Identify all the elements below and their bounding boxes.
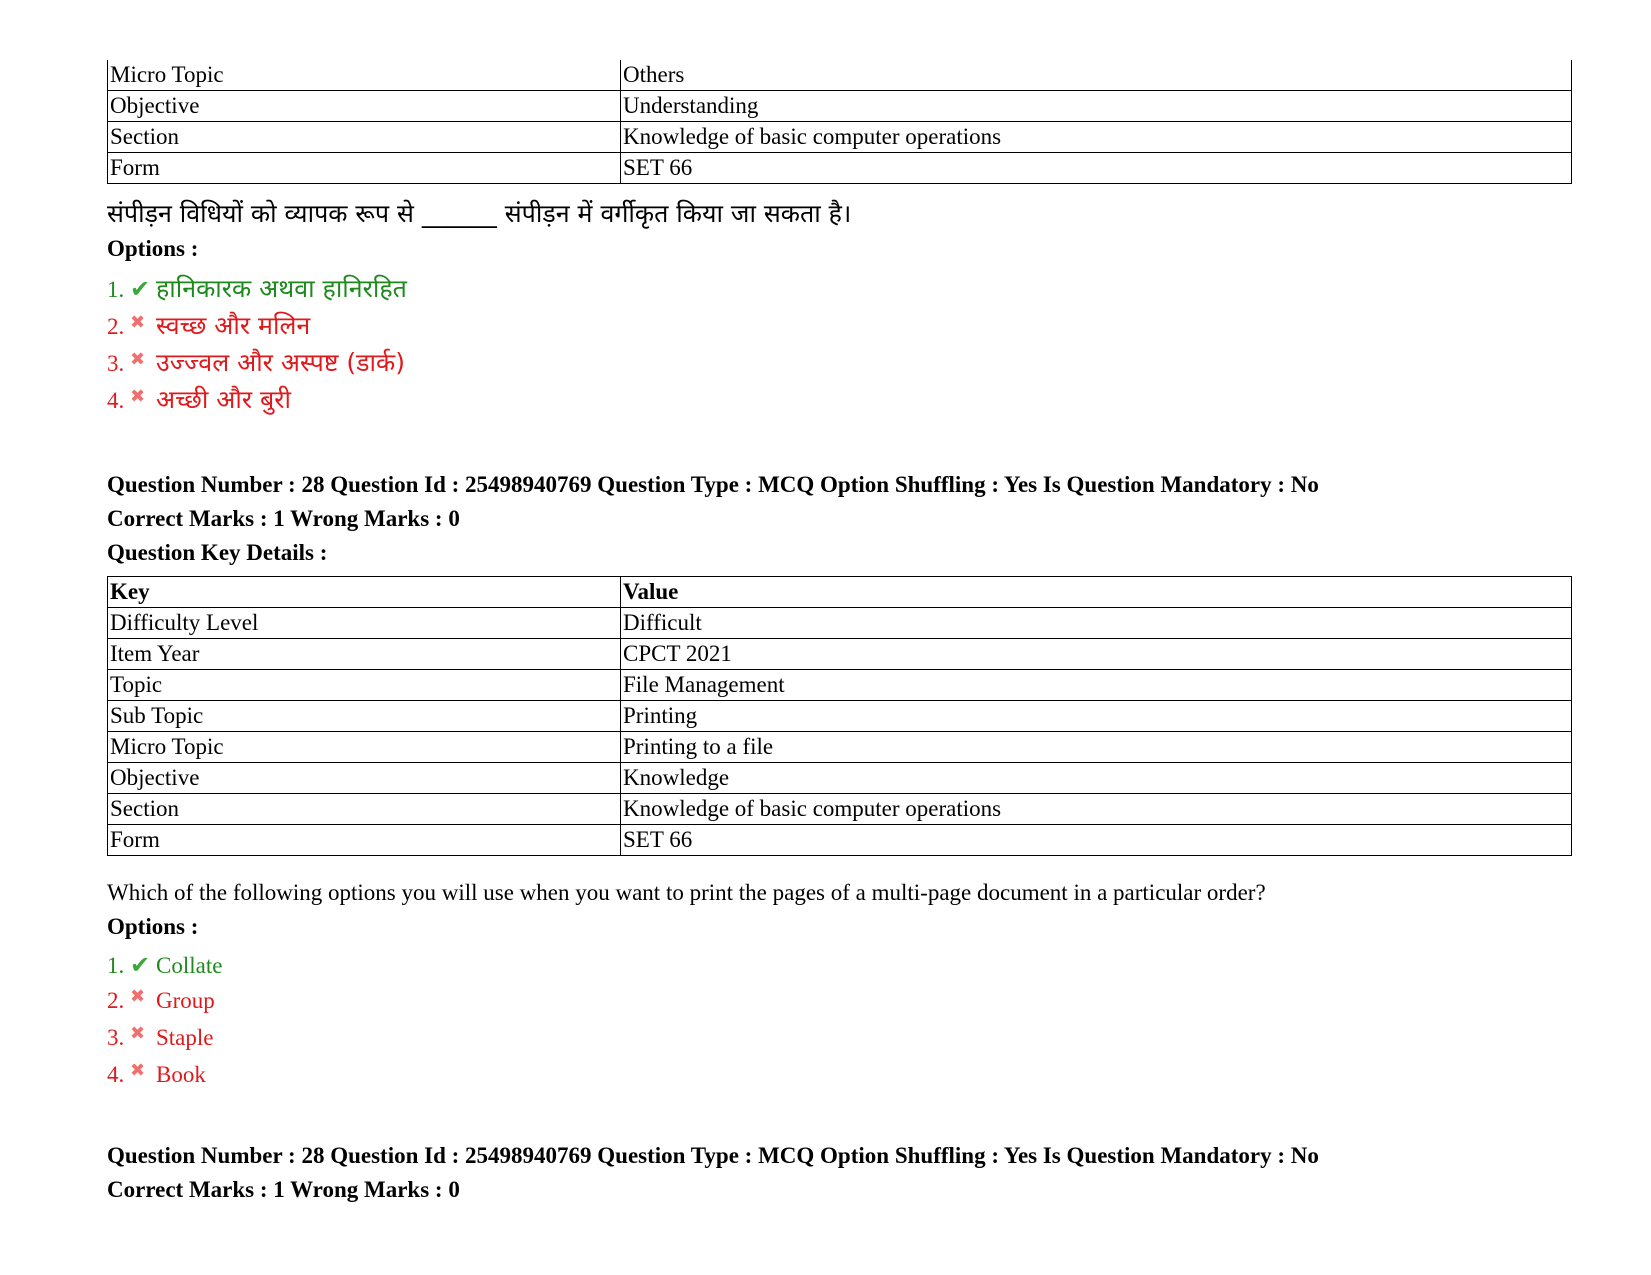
- cross-icon: ✖: [130, 349, 146, 370]
- question-key-table-continued: [107, 60, 1572, 184]
- option-text: Collate: [156, 953, 223, 978]
- option-text: स्वच्छ और मलिन: [156, 311, 311, 340]
- cross-icon: ✖: [130, 386, 146, 407]
- table-row: [108, 732, 1572, 763]
- option-wrong: [107, 988, 215, 1014]
- key-cell: Micro Topic: [108, 60, 621, 91]
- cross-icon: ✖: [130, 1023, 146, 1044]
- table-row: [108, 701, 1572, 732]
- option-number: 2.: [107, 988, 125, 1013]
- question-text: संपीड़न विधियों को व्यापक रूप से ______ संपीड़न में वर्गीकृत किया जा सकता है।: [107, 199, 852, 228]
- cross-icon: ✖: [130, 1060, 146, 1081]
- option-text: Staple: [156, 1025, 214, 1050]
- option-wrong: [107, 345, 405, 379]
- key-details-label: Question Key Details :: [107, 540, 328, 565]
- options-label: Options :: [107, 236, 199, 261]
- option-number: 2.: [107, 314, 125, 339]
- option-wrong: [107, 382, 291, 416]
- value-cell: Understanding: [621, 91, 1572, 122]
- option-number: 3.: [107, 1025, 125, 1050]
- table-row: [108, 122, 1572, 153]
- question-text: Which of the following options you will use when you want to print the pages of a multi-page document in a particular order?: [107, 880, 1266, 905]
- question-header: Question Number : 28 Question Id : 25498940769 Question Type : MCQ Option Shuffling : Yes Is Question Mandatory : No: [107, 472, 1319, 497]
- marks-line: Correct Marks : 1 Wrong Marks : 0: [107, 506, 460, 531]
- table-row: [108, 608, 1572, 639]
- option-number: 3.: [107, 351, 125, 376]
- table-header-row: [108, 577, 1572, 608]
- question-header: Question Number : 28 Question Id : 25498940769 Question Type : MCQ Option Shuffling : Yes Is Question Mandatory : No: [107, 1143, 1319, 1168]
- header-value-cell: Value: [621, 577, 1572, 608]
- table-row: [108, 60, 1572, 91]
- cross-icon: ✖: [130, 312, 146, 333]
- value-cell: File Management: [621, 670, 1572, 701]
- value-cell: Knowledge: [621, 763, 1572, 794]
- key-cell: Item Year: [108, 639, 621, 670]
- marks-line: Correct Marks : 1 Wrong Marks : 0: [107, 1177, 460, 1202]
- option-number: 1.: [107, 277, 125, 302]
- option-number: 1.: [107, 953, 125, 978]
- option-text: अच्छी और बुरी: [156, 385, 291, 414]
- check-icon: ✔: [130, 951, 151, 979]
- question-key-table: [107, 576, 1572, 856]
- option-text: हानिकारक अथवा हानिरहित: [156, 274, 407, 303]
- option-wrong: [107, 1062, 206, 1088]
- table-row: [108, 763, 1572, 794]
- option-wrong: [107, 308, 310, 342]
- table-row: [108, 670, 1572, 701]
- option-number: 4.: [107, 1062, 125, 1087]
- key-cell: Form: [108, 825, 621, 856]
- cross-icon: ✖: [130, 986, 146, 1007]
- option-correct: [107, 951, 222, 979]
- option-text: उज्ज्वल और अस्पष्ट (डार्क): [156, 348, 405, 377]
- value-cell: Knowledge of basic computer operations: [621, 794, 1572, 825]
- table-row: [108, 153, 1572, 184]
- check-icon: ✔: [130, 275, 151, 303]
- key-cell: Section: [108, 122, 621, 153]
- option-text: Group: [156, 988, 215, 1013]
- option-correct: [107, 271, 407, 305]
- value-cell: Others: [621, 60, 1572, 91]
- table-row: [108, 91, 1572, 122]
- table-row: [108, 639, 1572, 670]
- option-wrong: [107, 1025, 214, 1051]
- key-cell: Topic: [108, 670, 621, 701]
- key-cell: Micro Topic: [108, 732, 621, 763]
- key-cell: Sub Topic: [108, 701, 621, 732]
- key-cell: Difficulty Level: [108, 608, 621, 639]
- options-label: Options :: [107, 914, 199, 939]
- table-row: [108, 825, 1572, 856]
- value-cell: Printing to a file: [621, 732, 1572, 763]
- value-cell: CPCT 2021: [621, 639, 1572, 670]
- key-cell: Objective: [108, 91, 621, 122]
- key-cell: Section: [108, 794, 621, 825]
- header-key-cell: Key: [108, 577, 621, 608]
- key-cell: Form: [108, 153, 621, 184]
- value-cell: Knowledge of basic computer operations: [621, 122, 1572, 153]
- option-text: Book: [156, 1062, 206, 1087]
- value-cell: Printing: [621, 701, 1572, 732]
- value-cell: SET 66: [621, 825, 1572, 856]
- table-row: [108, 794, 1572, 825]
- key-cell: Objective: [108, 763, 621, 794]
- value-cell: SET 66: [621, 153, 1572, 184]
- option-number: 4.: [107, 388, 125, 413]
- value-cell: Difficult: [621, 608, 1572, 639]
